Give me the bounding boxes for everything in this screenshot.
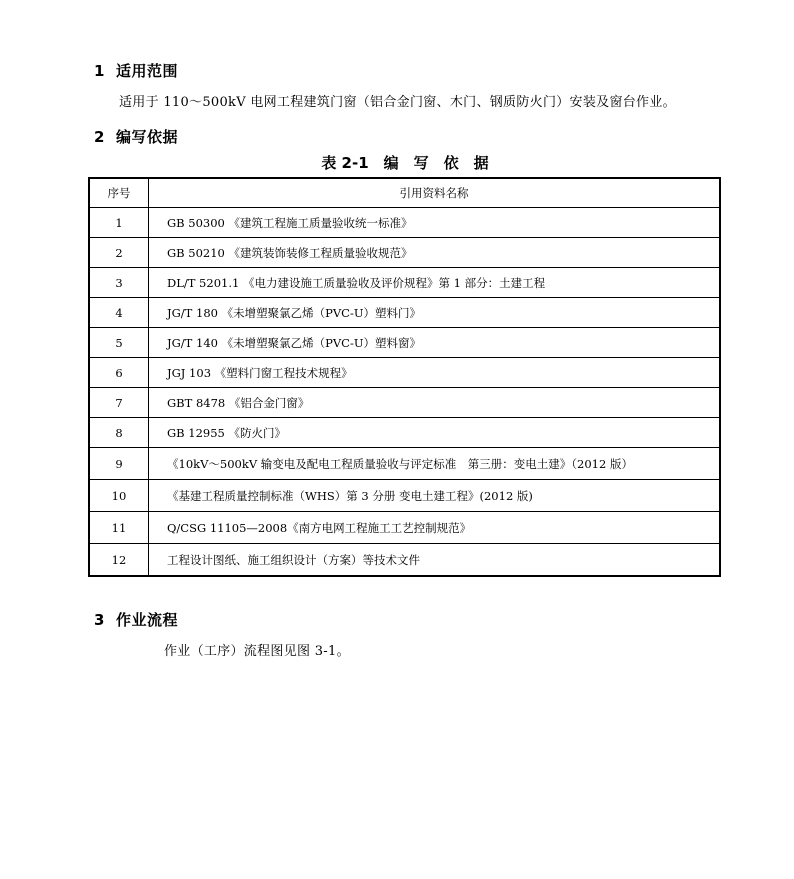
row-no: 1	[89, 208, 149, 238]
section-number: 2	[94, 128, 105, 146]
table-row	[89, 512, 720, 544]
section-heading-scope	[94, 60, 178, 81]
section-heading-flow	[94, 609, 178, 630]
row-no: 12	[89, 544, 149, 577]
section-title: 作业流程	[116, 611, 179, 629]
row-no: 7	[89, 388, 149, 418]
row-name: JG/T 180 《未增塑聚氯乙烯（PVC-U）塑料门》	[149, 298, 721, 328]
flow-paragraph: 作业（工序）流程图见图 3-1。	[164, 644, 350, 659]
row-name: 工程设计图纸、施工组织设计（方案）等技术文件	[149, 544, 721, 577]
row-name: DL/T 5201.1 《电力建设施工质量验收及评价规程》第 1 部分：土建工程	[149, 268, 721, 298]
row-name: GB 50210 《建筑装饰装修工程质量验收规范》	[149, 238, 721, 268]
row-name: Q/CSG 11105—2008《南方电网工程施工工艺控制规范》	[149, 512, 721, 544]
table-row	[89, 298, 720, 328]
row-no: 9	[89, 448, 149, 480]
row-no: 6	[89, 358, 149, 388]
table-row	[89, 480, 720, 512]
row-name: GB 50300 《建筑工程施工质量验收统一标准》	[149, 208, 721, 238]
table-row	[89, 328, 720, 358]
row-name: GBT 8478 《铝合金门窗》	[149, 388, 721, 418]
row-no: 4	[89, 298, 149, 328]
table-row	[89, 358, 720, 388]
table-header-row	[89, 178, 720, 208]
section-title: 适用范围	[116, 62, 179, 80]
row-name: JG/T 140 《未增塑聚氯乙烯（PVC-U）塑料窗》	[149, 328, 721, 358]
table-row	[89, 208, 720, 238]
table-title: 表 2-1 编 写 依 据	[321, 154, 489, 172]
header-no: 序号	[89, 178, 149, 208]
reference-table	[88, 177, 721, 577]
table-row	[89, 388, 720, 418]
row-no: 8	[89, 418, 149, 448]
scope-paragraph: 适用于 110～500kV 电网工程建筑门窗（铝合金门窗、木门、钢质防火门）安装及窗台作业。	[119, 95, 676, 110]
table-row	[89, 418, 720, 448]
table-row	[89, 544, 720, 577]
row-name: 《基建工程质量控制标准（WHS）第 3 分册 变电土建工程》(2012 版)	[149, 480, 721, 512]
row-no: 3	[89, 268, 149, 298]
row-no: 11	[89, 512, 149, 544]
row-no: 5	[89, 328, 149, 358]
row-name: 《10kV～500kV 输变电及配电工程质量验收与评定标准 第三册：变电土建》（2012 版）	[149, 448, 721, 480]
section-number: 3	[94, 611, 105, 629]
table-row	[89, 268, 720, 298]
row-name: JGJ 103 《塑料门窗工程技术规程》	[149, 358, 721, 388]
section-heading-basis	[94, 126, 178, 147]
section-number: 1	[94, 62, 105, 80]
header-name: 引用资料名称	[149, 178, 721, 208]
row-name: GB 12955 《防火门》	[149, 418, 721, 448]
row-no: 2	[89, 238, 149, 268]
row-no: 10	[89, 480, 149, 512]
table-row	[89, 448, 720, 480]
table-row	[89, 238, 720, 268]
section-title: 编写依据	[116, 128, 179, 146]
